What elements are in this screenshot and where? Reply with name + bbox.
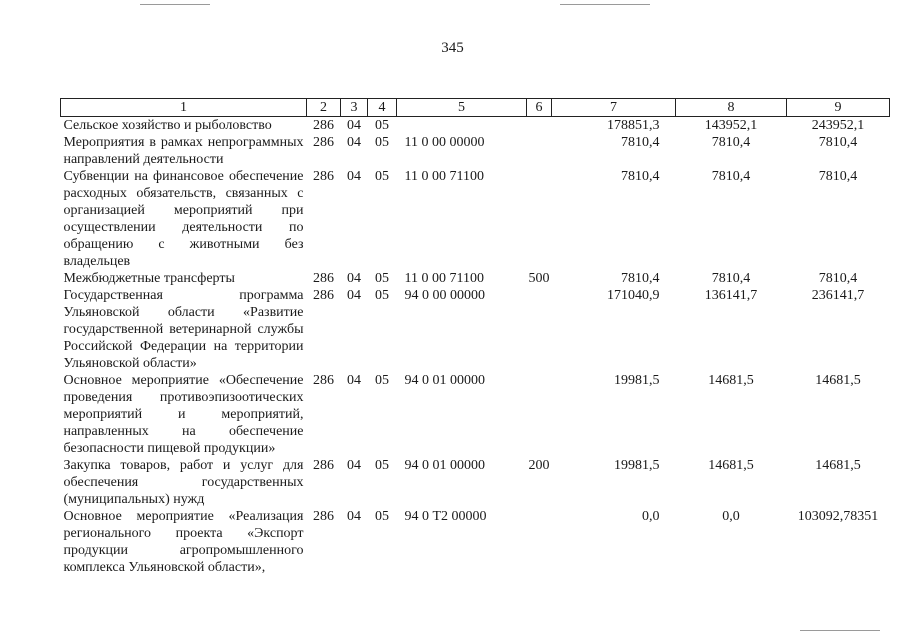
row-amount-col7: 178851,3 [607, 118, 660, 133]
table-row [61, 287, 890, 372]
row-name: Сельское хозяйство и рыболовство [63, 118, 272, 133]
row-amount-col7: 7810,4 [621, 135, 660, 150]
col-header-7: 7 [552, 99, 676, 117]
table-row [61, 372, 890, 457]
row-expense-type [527, 168, 552, 270]
row-ministry-code: 286 [313, 509, 334, 524]
row-name: Государственная программа Ульяновской области «Развитие государственной ветеринарной службы Российской Федерации на территории Ульяновской области» [63, 288, 304, 371]
row-amount-col8: 14681,5 [708, 458, 754, 473]
row-amount-col8: 7810,4 [711, 169, 751, 184]
row-subsection: 05 [375, 288, 389, 303]
table-row [61, 168, 890, 270]
row-section: 04 [347, 135, 361, 150]
row-subsection: 05 [375, 169, 389, 184]
row-amount-col9: 236141,7 [811, 288, 865, 303]
row-ministry-code: 286 [313, 373, 334, 388]
row-section: 04 [347, 271, 361, 286]
row-amount-col8: 143952,1 [704, 118, 758, 133]
col-header-3: 3 [341, 99, 368, 117]
row-target-article: 94 0 Т2 00000 [404, 509, 487, 524]
row-name: Основное мероприятие «Реализация регионального проекта «Экспорт продукции агропромышленного комплекса Ульяновской области», [63, 509, 304, 575]
col-header-9: 9 [787, 99, 890, 117]
row-ministry-code: 286 [313, 271, 334, 286]
row-amount-col9: 103092,78351 [797, 509, 879, 524]
row-amount-col9: 7810,4 [818, 135, 858, 150]
row-target-article: 11 0 00 71100 [404, 169, 484, 184]
row-amount-col7: 7810,4 [621, 169, 660, 184]
row-name: Мероприятия в рамках непрограммных направлений деятельности [63, 135, 304, 167]
row-amount-col8: 7810,4 [711, 135, 751, 150]
row-target-article: 11 0 00 71100 [404, 271, 484, 286]
row-expense-type: 500 [528, 271, 550, 286]
col-header-5: 5 [397, 99, 527, 117]
row-target-article: 94 0 00 00000 [404, 288, 485, 303]
row-amount-col9: 243952,1 [811, 118, 865, 133]
row-section: 04 [347, 169, 361, 184]
budget-table [60, 98, 890, 576]
row-amount-col8: 136141,7 [704, 288, 758, 303]
row-subsection: 05 [375, 118, 389, 133]
row-target-article: 11 0 00 00000 [404, 135, 485, 150]
row-section: 04 [347, 373, 361, 388]
col-header-8: 8 [676, 99, 787, 117]
row-amount-col8: 7810,4 [711, 271, 751, 286]
table-row [61, 270, 890, 287]
col-header-4: 4 [368, 99, 397, 117]
page-number: 345 [441, 40, 464, 56]
row-amount-col7: 171040,9 [607, 288, 660, 303]
row-subsection: 05 [375, 271, 389, 286]
col-header-1: 1 [61, 99, 307, 117]
row-target-article: 94 0 01 00000 [404, 458, 485, 473]
table-row [61, 134, 890, 168]
row-subsection: 05 [375, 135, 389, 150]
col-header-2: 2 [307, 99, 341, 117]
row-amount-col7: 0,0 [642, 509, 660, 524]
row-ministry-code: 286 [313, 135, 334, 150]
row-amount-col7: 19981,5 [614, 458, 660, 473]
row-amount-col9: 14681,5 [815, 458, 861, 473]
row-ministry-code: 286 [313, 118, 334, 133]
row-subsection: 05 [375, 509, 389, 524]
row-ministry-code: 286 [313, 169, 334, 184]
table-row [61, 117, 890, 135]
row-ministry-code: 286 [313, 458, 334, 473]
row-section: 04 [347, 458, 361, 473]
row-expense-type [527, 287, 552, 372]
row-name: Основное мероприятие «Обеспечение проведения противоэпизоотических мероприятий и мероприятий, направленных на обеспечение безопасности пищевой продукции» [63, 373, 304, 456]
row-amount-col9: 7810,4 [818, 271, 858, 286]
row-target-article [397, 117, 527, 135]
table-row [61, 457, 890, 508]
row-subsection: 05 [375, 458, 389, 473]
row-amount-col8: 0,0 [722, 509, 740, 524]
row-name: Межбюджетные трансферты [63, 271, 235, 286]
row-expense-type [527, 508, 552, 576]
row-amount-col7: 7810,4 [621, 271, 660, 286]
row-expense-type [527, 117, 552, 135]
row-name: Субвенции на финансовое обеспечение расходных обязательств, связанных с организацией мероприятий при осуществлении деятельности по обращению с животными без владельцев [63, 169, 304, 269]
row-amount-col9: 14681,5 [815, 373, 861, 388]
table-header-row [61, 99, 890, 117]
row-target-article: 94 0 01 00000 [404, 373, 485, 388]
row-expense-type [527, 372, 552, 457]
row-expense-type [527, 134, 552, 168]
row-expense-type: 200 [528, 458, 550, 473]
row-ministry-code: 286 [313, 288, 334, 303]
row-amount-col8: 14681,5 [708, 373, 754, 388]
col-header-6: 6 [527, 99, 552, 117]
row-name: Закупка товаров, работ и услуг для обеспечения государственных (муниципальных) нужд [63, 458, 304, 507]
table-row [61, 508, 890, 576]
row-amount-col7: 19981,5 [614, 373, 660, 388]
row-subsection: 05 [375, 373, 389, 388]
row-section: 04 [347, 509, 361, 524]
row-section: 04 [347, 118, 361, 133]
row-section: 04 [347, 288, 361, 303]
row-amount-col9: 7810,4 [818, 169, 858, 184]
